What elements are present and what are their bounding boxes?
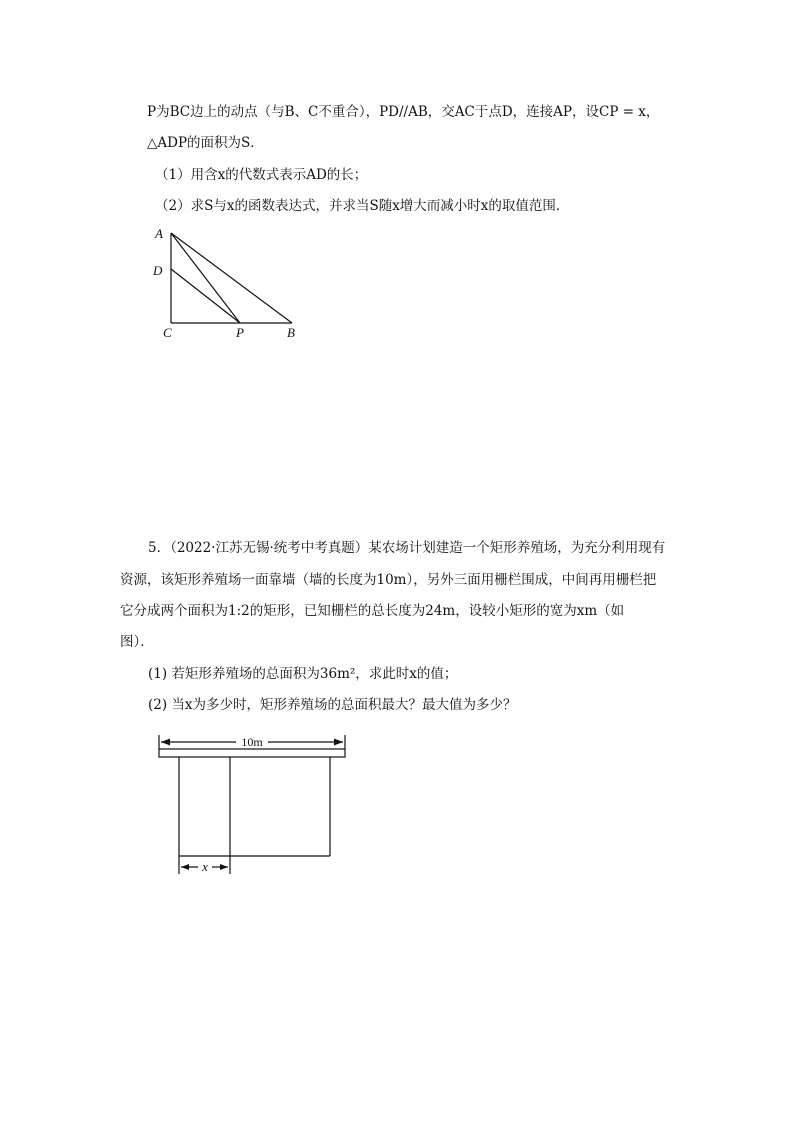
- problem5-line2: 资源，该矩形养殖场一面靠墙（墙的长度为10m），另外三面用栅栏围成，中间再用栅栏把: [120, 572, 657, 588]
- wall: [159, 749, 345, 757]
- problem5-line4: 图）．: [120, 634, 154, 650]
- problem4-question1: （1）用含x的代数式表示AD的长；: [155, 167, 368, 183]
- point-label-p: P: [236, 325, 244, 340]
- problem5-line1: 5．（2022·江苏无锡·统考中考真题）某农场计划建造一个矩形养殖场，为充分利用现有: [148, 540, 666, 556]
- wall-arrow-left-icon: [161, 739, 170, 746]
- x-arrow-right-icon: [220, 864, 228, 870]
- problem5-question2: (2) 当x为多少时，矩形养殖场的总面积最大？最大值为多少？: [148, 697, 517, 713]
- problem5-line3: 它分成两个面积为1:2的矩形，已知栅栏的总长度为24m，设较小矩形的宽为xm（如: [120, 603, 625, 619]
- point-label-d: D: [153, 263, 163, 278]
- wall-arrow-right-icon: [334, 739, 343, 746]
- problem5-question1: (1) 若矩形养殖场的总面积为36m²，求此时x的值；: [148, 666, 458, 682]
- problem4-question2: （2）求S与x的函数表达式，并求当S随x增大而减小时x的取值范围．: [155, 198, 570, 214]
- arrowheads: [161, 739, 343, 871]
- x-arrow-left-icon: [181, 864, 189, 870]
- width-label: x: [202, 859, 208, 874]
- point-label-a: A: [155, 226, 163, 241]
- point-label-c: C: [163, 325, 172, 340]
- point-label-b: B: [287, 325, 295, 340]
- wall-length-label: 10m: [241, 735, 263, 749]
- problem4-line1: P为BC边上的动点（与B、C不重合），PD//AB，交AC于点D，连接AP，设CP = x，: [147, 104, 660, 120]
- problem4-line2: △ADP的面积为S．: [147, 135, 264, 151]
